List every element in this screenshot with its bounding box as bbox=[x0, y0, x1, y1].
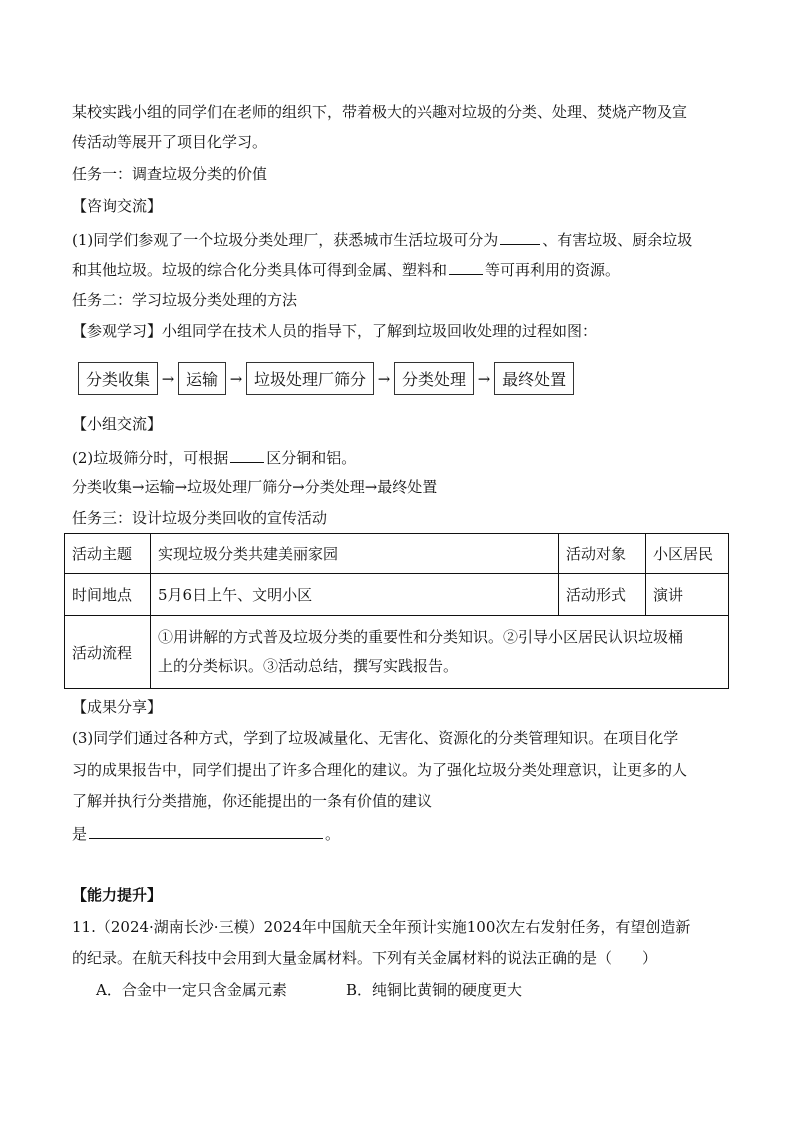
table-row bbox=[65, 616, 729, 689]
question-2 bbox=[72, 446, 356, 468]
share-heading: 【成果分享】 bbox=[72, 698, 163, 716]
flow-step-screening: 垃圾处理厂筛分 bbox=[246, 362, 374, 395]
question-1-text-d: 等可再利用的资源。 bbox=[485, 261, 621, 279]
flow-step-transport: 运输 bbox=[178, 362, 226, 395]
theme-label-cell: 活动主题 bbox=[65, 534, 151, 574]
answer-blank-1[interactable] bbox=[500, 228, 540, 245]
activity-table bbox=[64, 533, 729, 689]
process-value-cell bbox=[151, 616, 729, 689]
target-value-cell: 小区居民 bbox=[646, 534, 729, 574]
ability-heading: 【能力提升】 bbox=[72, 886, 163, 904]
question-3-line-3: 了解并执行分类措施，你还能提出的一条有价值的建议 bbox=[72, 792, 433, 810]
task3-title: 任务三：设计垃圾分类回收的宣传活动 bbox=[72, 509, 328, 527]
process-flow-diagram bbox=[78, 362, 574, 395]
theme-value-cell: 实现垃圾分类共建美丽家园 bbox=[151, 534, 559, 574]
process-line-2: 上的分类标识。③活动总结，撰写实践报告。 bbox=[158, 657, 459, 675]
intro-line-1: 某校实践小组的同学们在老师的组织下，带着极大的兴趣对垃圾的分类、处理、焚烧产物及宣 bbox=[72, 103, 688, 121]
question-3-line-1: (3)同学们通过各种方式，学到了垃圾减量化、无害化、资源化的分类管理知识。在项目化学 bbox=[72, 729, 679, 747]
flow-step-disposal: 最终处置 bbox=[494, 362, 574, 395]
table-row bbox=[65, 574, 729, 616]
consult-heading: 【咨询交流】 bbox=[72, 197, 163, 215]
visit-line bbox=[72, 321, 597, 341]
question-3-text-b: 。 bbox=[325, 825, 341, 843]
time-label-cell: 时间地点 bbox=[65, 574, 151, 616]
intro-line-2: 传活动等展开了项目化学习。 bbox=[72, 133, 268, 151]
answer-blank-4[interactable] bbox=[89, 822, 323, 839]
option-b[interactable]: B．纯铜比黄铜的硬度更大 bbox=[346, 981, 523, 999]
question-2-text-b: 区分铜和铝。 bbox=[266, 449, 357, 467]
process-label-cell: 活动流程 bbox=[65, 616, 151, 689]
visit-heading: 【参观学习】 bbox=[72, 322, 163, 340]
question-1-text-a: (1)同学们参观了一个垃圾分类处理厂，获悉城市生活垃圾可分为 bbox=[72, 231, 499, 249]
answer-blank-3[interactable] bbox=[230, 446, 264, 463]
question-1-line-1 bbox=[72, 228, 692, 250]
flow-step-sorting: 分类处理 bbox=[394, 362, 474, 395]
form-value-cell: 演讲 bbox=[646, 574, 729, 616]
answer-blank-2[interactable] bbox=[449, 258, 483, 275]
flow-arrow-4: → bbox=[477, 369, 491, 388]
form-label-cell: 活动形式 bbox=[559, 574, 646, 616]
question-3-line-2: 习的成果报告中，同学们提出了许多合理化的建议。为了强化垃圾分类处理意识，让更多的人 bbox=[72, 761, 688, 779]
process-line-1: ①用讲解的方式普及垃圾分类的重要性和分类知识。②引导小区居民认识垃圾桶 bbox=[158, 628, 684, 646]
task2-title: 任务二：学习垃圾分类处理的方法 bbox=[72, 291, 298, 309]
question-3-text-a: 是 bbox=[72, 825, 88, 843]
question-1-line-2 bbox=[72, 258, 620, 280]
visit-text: 小组同学在技术人员的指导下，了解到垃圾回收处理的过程如图： bbox=[162, 322, 598, 340]
flow-arrow-2: → bbox=[229, 369, 243, 388]
question-2-text-a: (2)垃圾筛分时，可根据 bbox=[72, 449, 229, 467]
table-row bbox=[65, 534, 729, 574]
time-value-cell: 5月6日上午、文明小区 bbox=[151, 574, 559, 616]
flow-text-line: 分类收集→运输→垃圾处理厂筛分→分类处理→最终处置 bbox=[72, 478, 438, 496]
flow-step-collect: 分类收集 bbox=[78, 362, 158, 395]
flow-arrow-1: → bbox=[161, 369, 175, 388]
question-11-line-2: 的纪录。在航天科技中会用到大量金属材料。下列有关金属材料的说法正确的是（ ） bbox=[72, 949, 658, 967]
question-1-text-b: 、有害垃圾、厨余垃圾 bbox=[542, 231, 693, 249]
flow-arrow-3: → bbox=[377, 369, 391, 388]
option-a[interactable]: A．合金中一定只含金属元素 bbox=[96, 981, 287, 999]
group-heading: 【小组交流】 bbox=[72, 415, 163, 433]
question-1-text-c: 和其他垃圾。垃圾的综合化分类具体可得到金属、塑料和 bbox=[72, 261, 448, 279]
task1-title: 任务一：调查垃圾分类的价值 bbox=[72, 165, 268, 183]
question-11-line-1: 11.（2024·湖南长沙·三模）2024年中国航天全年预计实施100次左右发射任务，有望创造新 bbox=[72, 918, 691, 936]
question-3-line-4 bbox=[72, 822, 340, 844]
target-label-cell: 活动对象 bbox=[559, 534, 646, 574]
